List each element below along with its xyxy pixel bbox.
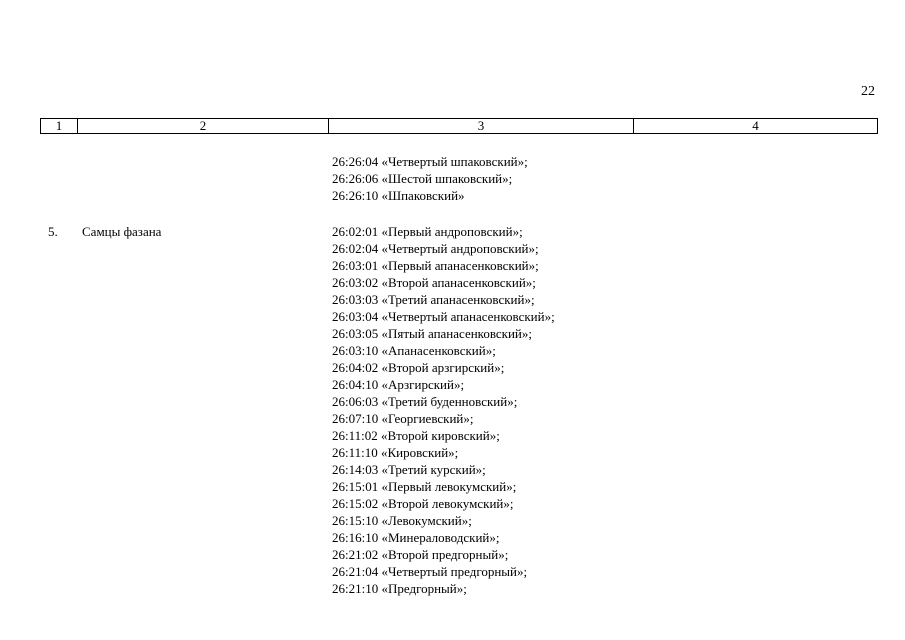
list-item: 26:26:06 «Шестой шпаковский»; — [332, 171, 513, 186]
list-item: 26:07:10 «Георгиевский»; — [332, 411, 474, 426]
list-item: 26:11:10 «Кировский»; — [332, 445, 459, 460]
list-item: 26:03:10 «Апанасенковский»; — [332, 343, 496, 358]
list-item: 26:03:02 «Второй апанасенковский»; — [332, 275, 536, 290]
list-item: 26:02:01 «Первый андроповский»; — [332, 224, 523, 239]
list-item: 26:15:01 «Первый левокумский»; — [332, 479, 517, 494]
list-item: 26:21:02 «Второй предгорный»; — [332, 547, 509, 562]
list-item: 26:03:01 «Первый апанасенковский»; — [332, 258, 539, 273]
list-item: 26:21:10 «Предгорный»; — [332, 581, 467, 596]
list-item: 26:15:10 «Левокумский»; — [332, 513, 472, 528]
row-number: 5. — [48, 224, 58, 239]
list-item: 26:06:03 «Третий буденновский»; — [332, 394, 518, 409]
list-item: 26:03:03 «Третий апанасенковский»; — [332, 292, 535, 307]
list-item: 26:02:04 «Четвертый андроповский»; — [332, 241, 539, 256]
list-item: 26:04:02 «Второй арзгирский»; — [332, 360, 505, 375]
list-item: 26:21:04 «Четвертый предгорный»; — [332, 564, 528, 579]
column-header-row — [41, 119, 878, 134]
list-item: 26:14:03 «Третий курский»; — [332, 462, 486, 477]
list-item: 26:04:10 «Арзгирский»; — [332, 377, 465, 392]
column-header-1: 1 — [41, 119, 78, 134]
column-header-2: 2 — [78, 119, 329, 134]
list-item: 26:26:04 «Четвертый шпаковский»; — [332, 154, 528, 169]
column-header-4: 4 — [634, 119, 878, 134]
page-number: 22 — [861, 84, 875, 99]
row-species-name: Самцы фазана — [82, 224, 162, 239]
column-header-table — [40, 118, 878, 134]
column-header-3: 3 — [329, 119, 634, 134]
list-item: 26:11:02 «Второй кировский»; — [332, 428, 500, 443]
list-item: 26:26:10 «Шпаковский» — [332, 188, 465, 203]
row-entries — [332, 223, 555, 597]
list-item: 26:16:10 «Минераловодский»; — [332, 530, 500, 545]
continued-entries — [332, 153, 528, 204]
list-item: 26:15:02 «Второй левокумский»; — [332, 496, 514, 511]
list-item: 26:03:05 «Пятый апанасенковский»; — [332, 326, 533, 341]
list-item: 26:03:04 «Четвертый апанасенковский»; — [332, 309, 555, 324]
